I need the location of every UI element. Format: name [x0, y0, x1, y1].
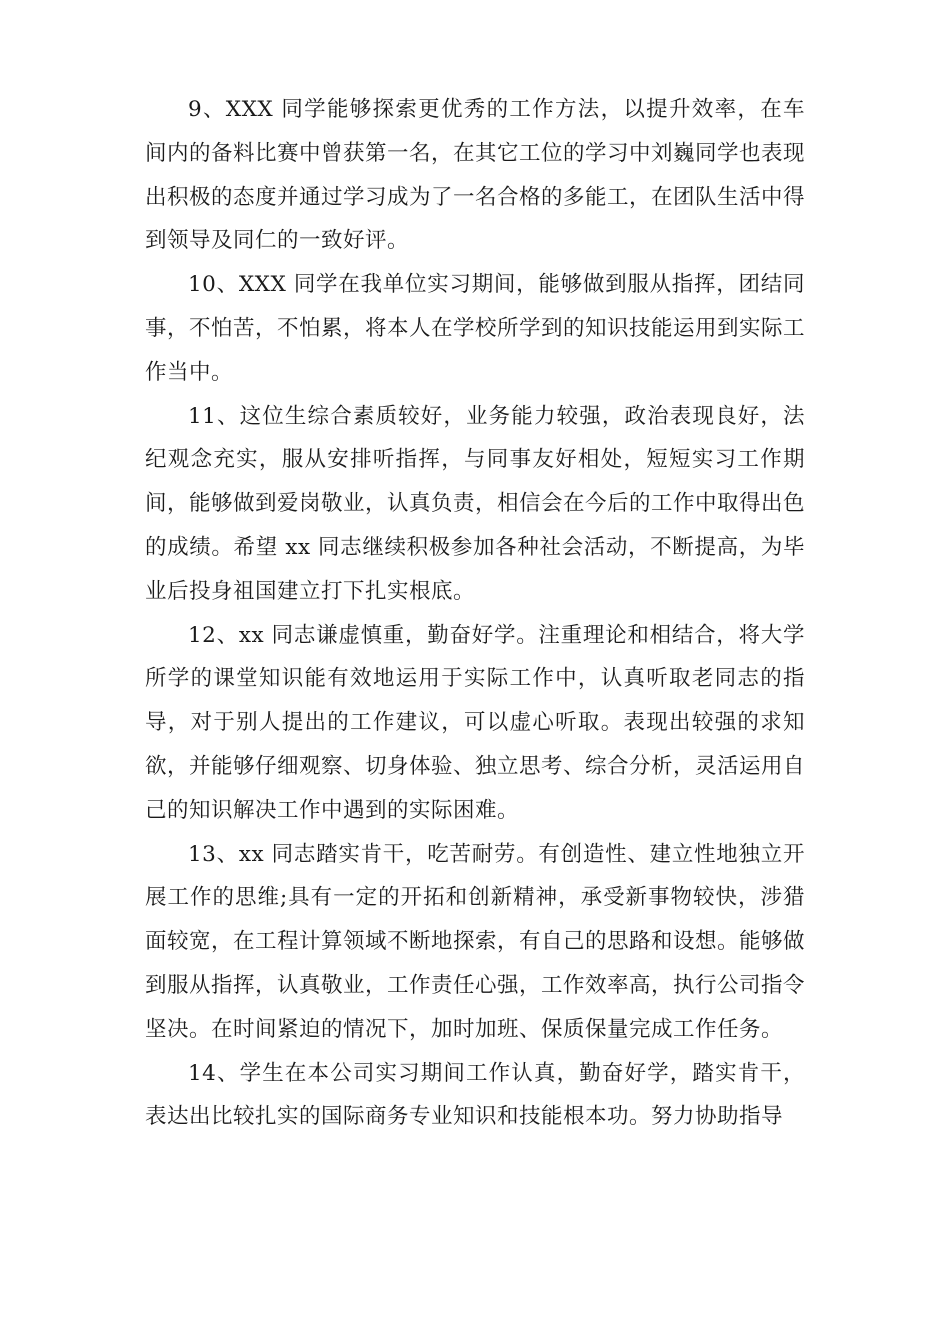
- document-body: [145, 88, 805, 1139]
- paragraph-14: 14、学生在本公司实习期间工作认真，勤奋好学，踏实肯干，表达出比较扎实的国际商务专业知识和技能根本功。努力协助指导: [145, 1060, 805, 1130]
- paragraph-10: 10、XXX 同学在我单位实习期间，能够做到服从指挥，团结同事，不怕苦，不怕累，将本人在学校所学到的知识技能运用到实际工作当中。: [145, 272, 806, 385]
- paragraph-9: 9、XXX 同学能够探索更优秀的工作方法，以提升效率，在车间内的备料比赛中曾获第一名，在其它工位的学习中刘巍同学也表现出积极的态度并通过学习成为了一名合格的多能工，在团队生活中得到领导及同仁的一致好评。: [145, 97, 806, 254]
- paragraph-13: 13、xx 同志踏实肯干，吃苦耐劳。有创造性、建立性地独立开展工作的思维;具有一定的开拓和创新精神，承受新事物较快，涉猎面较宽，在工程计算领域不断地探索，有自己的思路和设想。能够做到服从指挥，认真敬业，工作责任心强，工作效率高，执行公司指令坚决。在时间紧迫的情况下，加时加班、保质保量完成工作任务。: [145, 841, 806, 1042]
- paragraph-11: 11、这位生综合素质较好，业务能力较强，政治表现良好，法纪观念充实，服从安排听指挥，与同事友好相处，短短实习工作期间，能够做到爱岗敬业，认真负责，相信会在今后的工作中取得出色的成绩。希望 xx 同志继续积极参加各种社会活动，不断提高，为毕业后投身祖国建立打下扎实根底。: [145, 403, 806, 604]
- paragraph-12: 12、xx 同志谦虚慎重，勤奋好学。注重理论和相结合，将大学所学的课堂知识能有效地运用于实际工作中，认真听取老同志的指导，对于别人提出的工作建议，可以虚心听取。表现出较强的求知欲，并能够仔细观察、切身体验、独立思考、综合分析，灵活运用自己的知识解决工作中遇到的实际困难。: [145, 622, 806, 823]
